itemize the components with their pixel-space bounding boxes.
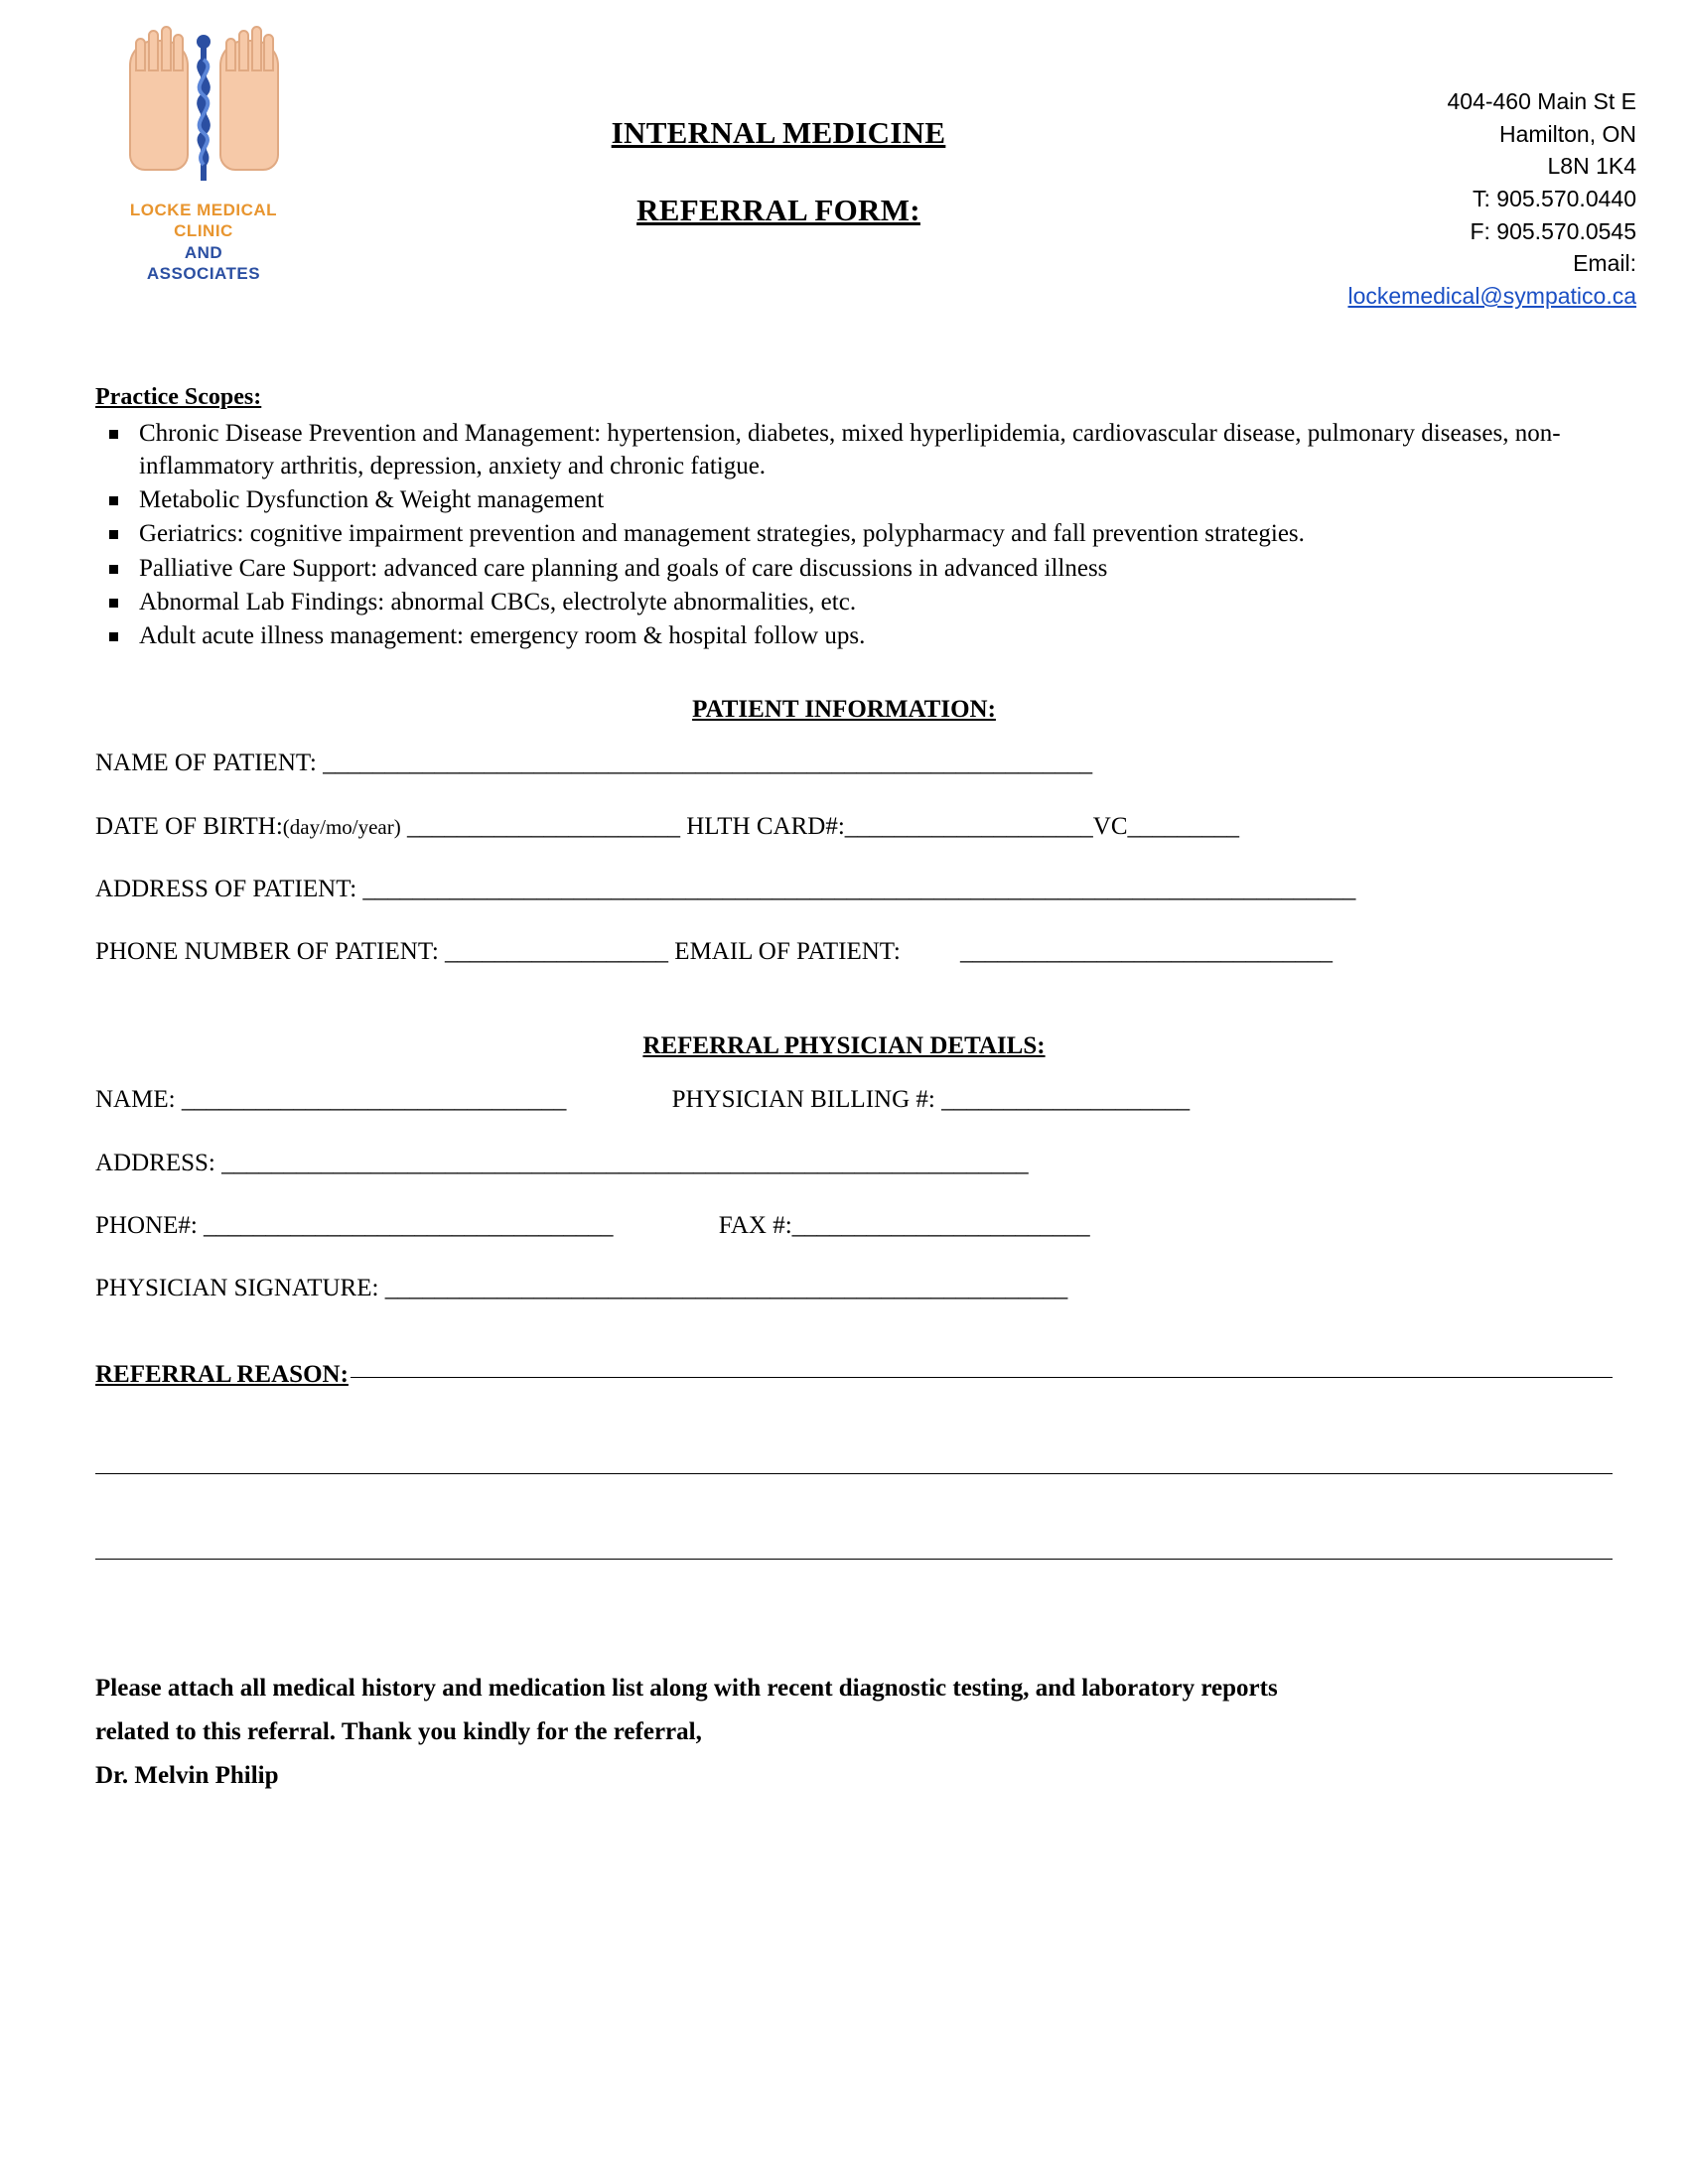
list-item: Metabolic Dysfunction & Weight management [95,483,1609,516]
footer-signature-name: Dr. Melvin Philip [95,1761,279,1789]
referral-physician-heading: REFERRAL PHYSICIAN DETAILS: [642,1032,1046,1060]
physician-phone-field[interactable]: _________________________________ [204,1211,614,1239]
clinic-postal-code: L8N 1K4 [1547,153,1636,180]
physician-billing-label: PHYSICIAN BILLING #: [671,1086,935,1114]
referral-reason-input-line-2[interactable] [95,1472,1613,1474]
clinic-fax: F: 905.570.0545 [1470,217,1636,244]
practice-scopes-list [95,417,1609,653]
caduceus-icon [181,34,226,183]
footer-line-1: Please attach all medical history and medication list along with recent diagnostic testing, and laboratory reports [95,1675,1278,1703]
clinic-email-link[interactable]: lockemedical@sympatico.ca [1347,282,1636,309]
document-header [0,0,1688,313]
physician-signature-field[interactable]: _______________________________________________________ [384,1275,1068,1302]
patient-address-row [0,874,1688,904]
clinic-logo [89,26,318,284]
patient-dob-format-note: (day/mo/year) [282,814,401,839]
referral-reason-input-line-3[interactable] [95,1558,1613,1560]
footer-note [0,1667,1688,1797]
physician-address-label: ADDRESS: [95,1149,215,1176]
physician-phone-fax-row [0,1210,1688,1241]
patient-health-card-label: HLTH CARD#: [686,812,845,840]
footer-line-2: related to this referral. Thank you kindly for the referral, [95,1718,702,1746]
physician-address-row [0,1148,1688,1178]
page-title: INTERNAL MEDICINE [611,115,946,150]
referral-reason-input-line-1[interactable] [351,1376,1613,1378]
physician-signature-label: PHYSICIAN SIGNATURE: [95,1275,379,1302]
patient-name-label: NAME OF PATIENT: [95,750,317,777]
patient-information-heading: PATIENT INFORMATION: [692,696,996,724]
physician-fax-label: FAX #: [718,1211,792,1239]
clinic-contact-block [1239,26,1636,313]
logo-text-line-1: LOCKE MEDICAL [129,201,278,219]
list-item: Geriatrics: cognitive impairment prevention and management strategies, polypharmacy and fall prevention strategies. [95,517,1609,550]
clinic-address-line-1: 404-460 Main St E [1447,88,1636,114]
clinic-address-line-2: Hamilton, ON [1498,120,1636,147]
physician-billing-field[interactable]: ____________________ [941,1086,1191,1114]
practice-scopes-heading: Practice Scopes: [95,383,262,410]
physician-signature-row [0,1273,1688,1303]
referral-reason-label: REFERRAL REASON: [95,1361,349,1389]
document-title-block [318,26,1239,228]
patient-phone-field[interactable]: __________________ [445,938,669,966]
patient-health-card-field[interactable]: ____________________ [844,812,1093,840]
logo-text-line-2: CLINIC [174,221,233,241]
logo-text-line-4: ASSOCIATES [146,263,261,283]
referral-reason-first-line [95,1361,1613,1389]
referral-reason-section [0,1361,1688,1560]
logo-text-line-3: AND [184,242,223,262]
physician-name-row [0,1084,1688,1115]
patient-address-field[interactable]: ________________________________________________________________________________ [362,875,1356,902]
practice-scopes-section [0,384,1688,653]
patient-name-field[interactable]: ______________________________________________________________ [323,750,1093,777]
patient-vc-label: VC [1092,812,1128,840]
patient-phone-email-row [0,936,1688,967]
patient-address-label: ADDRESS OF PATIENT: [95,875,357,902]
patient-dob-row [0,811,1688,842]
physician-address-field[interactable]: _________________________________________________________________ [221,1149,1029,1176]
list-item: Adult acute illness management: emergency room & hospital follow ups. [95,619,1609,652]
physician-fax-field[interactable]: ________________________ [791,1211,1090,1239]
physician-name-field[interactable]: _______________________________ [181,1086,567,1114]
clinic-email-label: Email: [1573,250,1636,277]
patient-dob-label: DATE OF BIRTH: [95,812,283,840]
patient-email-label: EMAIL OF PATIENT: [674,938,901,966]
patient-email-field[interactable]: ______________________________ [960,938,1334,966]
page-subtitle: REFERRAL FORM: [636,193,920,227]
patient-phone-label: PHONE NUMBER OF PATIENT: [95,938,439,966]
physician-phone-label: PHONE#: [95,1211,198,1239]
patient-vc-field[interactable]: _________ [1127,812,1239,840]
patient-name-row [0,748,1688,778]
list-item: Chronic Disease Prevention and Management: hypertension, diabetes, mixed hyperlipidemia, cardiovascular disease, pulmonary diseases, non-inflammatory arthritis, depression, anxiety and chronic fatigue. [95,417,1609,483]
physician-name-label: NAME: [95,1086,176,1114]
list-item: Palliative Care Support: advanced care planning and goals of care discussions in advanced illness [95,552,1609,585]
list-item: Abnormal Lab Findings: abnormal CBCs, electrolyte abnormalities, etc. [95,586,1609,618]
clinic-phone: T: 905.570.0440 [1473,185,1636,211]
patient-dob-field[interactable]: ______________________ [407,812,680,840]
praying-hands-caduceus-icon [117,34,291,198]
